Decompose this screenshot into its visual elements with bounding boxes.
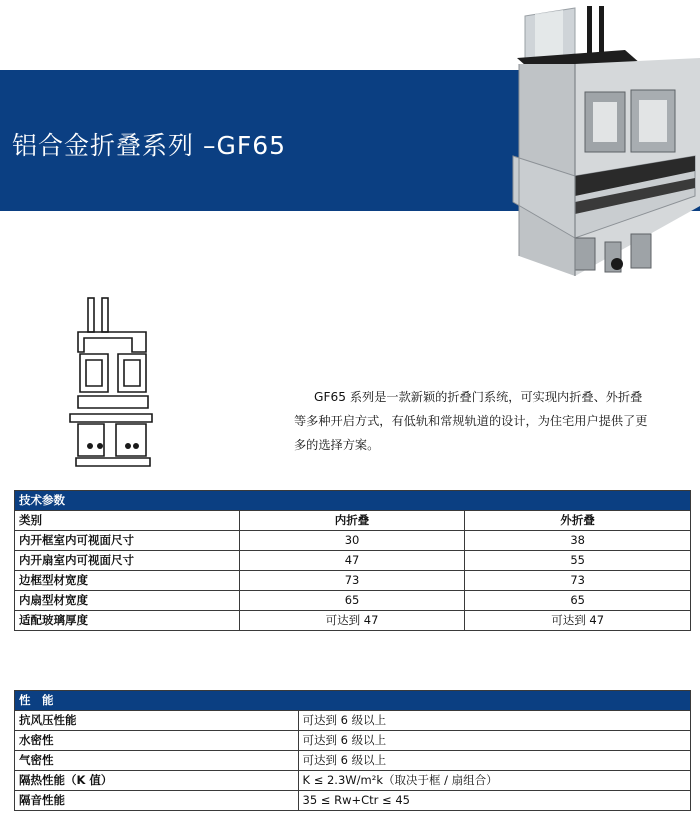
row-label: 边框型材宽度 [15,571,240,591]
row-label: 隔热性能（K 值） [15,771,299,791]
row-value: 35 ≤ Rw+Ctr ≤ 45 [298,791,691,811]
inner-value: 65 [239,591,465,611]
performance-heading-row [15,691,691,711]
column-header-inner-fold: 内折叠 [239,511,465,531]
outer-value: 65 [465,591,691,611]
table-row [15,791,691,811]
inner-value: 47 [239,551,465,571]
inner-value: 30 [239,531,465,551]
tech-params-heading: 技术参数 [15,491,691,511]
tech-params-heading-row [15,491,691,511]
page-title: 铝合金折叠系列 –GF65 [12,131,287,160]
inner-value: 可达到 47 [239,611,465,631]
cross-section-diagram [66,296,156,468]
row-label: 内开扇室内可视面尺寸 [15,551,240,571]
table-row [15,591,691,611]
intro-paragraph: GF65 系列是一款新颖的折叠门系统，可实现内折叠、外折叠等多种开启方式，有低轨和常规轨道的设计，为住宅用户提供了更多的选择方案。 [294,390,648,452]
row-label: 气密性 [15,751,299,771]
inner-value: 73 [239,571,465,591]
tech-params-header-row [15,511,691,531]
row-value: 可达到 6 级以上 [298,751,691,771]
column-header-outer-fold: 外折叠 [465,511,691,531]
table-row [15,531,691,551]
row-label: 适配玻璃厚度 [15,611,240,631]
table-row [15,751,691,771]
performance-table [14,690,691,811]
row-label: 水密性 [15,731,299,751]
table-row [15,711,691,731]
row-value: 可达到 6 级以上 [298,731,691,751]
column-header-category: 类别 [15,511,240,531]
outer-value: 55 [465,551,691,571]
row-label: 抗风压性能 [15,711,299,731]
outer-value: 38 [465,531,691,551]
tech-params-table [14,490,691,631]
row-label: 内开框室内可视面尺寸 [15,531,240,551]
outer-value: 可达到 47 [465,611,691,631]
table-row [15,571,691,591]
row-value: 可达到 6 级以上 [298,711,691,731]
row-value: K ≤ 2.3W/m²k（取决于框 / 扇组合） [298,771,691,791]
row-label: 内扇型材宽度 [15,591,240,611]
row-label: 隔音性能 [15,791,299,811]
table-row [15,611,691,631]
profile-render-image [505,6,700,280]
performance-heading: 性 能 [15,691,691,711]
table-row [15,551,691,571]
table-row [15,731,691,751]
table-row [15,771,691,791]
outer-value: 73 [465,571,691,591]
